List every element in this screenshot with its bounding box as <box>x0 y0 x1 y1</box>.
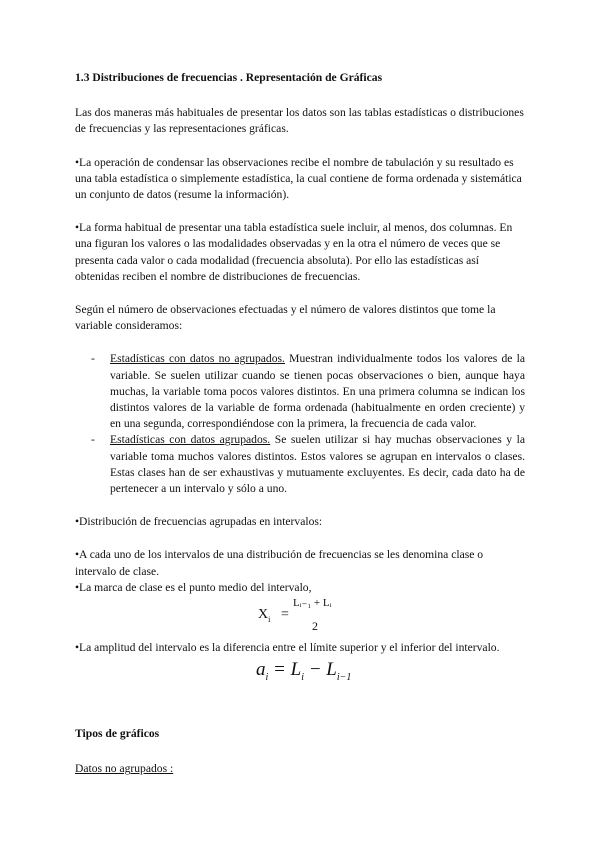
marca-formula <box>75 598 525 634</box>
formula-lhs: $X_i$ <box>258 607 271 624</box>
amplitud-formula <box>75 656 525 692</box>
list-dash: - <box>91 433 95 447</box>
list-dash: - <box>91 352 95 366</box>
formula-denominator: 2 <box>312 619 318 634</box>
amplitud-paragraph: •La amplitud del intervalo es la diferencia entre el límite superior y el inferior del intervalo. <box>75 641 500 655</box>
grouping-list <box>75 351 525 497</box>
section-heading: 1.3 Distribuciones de frecuencias . Representación de Gráficas <box>75 71 383 84</box>
clase-paragraph: •A cada uno de los intervalos de una distribución de frecuencias se les denomina clase o intervalo de clase. <box>75 548 484 578</box>
list-item-no-agrupados <box>75 351 525 432</box>
tabulacion-paragraph: •La operación de condensar las observaciones recibe el nombre de tabulación y su resultado es una tabla estadística o simplemente estadística, la cual contiene de forma ordenada y sistemática un conjunto de datos (resume la información). <box>75 155 522 202</box>
datos-no-agrupados-label: Datos no agrupados : <box>75 762 174 776</box>
list-item-agrupados <box>75 432 525 497</box>
amplitud-expression: $a_i = L_i - L_{i-1}$ <box>256 659 352 684</box>
formula-equals: = <box>281 607 289 623</box>
intro-paragraph: Las dos maneras más habituales de presentar los datos son las tablas estadísticas o distribuciones de frecuencias y las representaciones gráficas. <box>75 106 524 136</box>
term-no-agrupados: Estadísticas con datos no agrupados. <box>110 352 285 366</box>
text-agrupados: Se suelen utilizar si hay muchas observaciones y la variable toma muchos valores distintos. Estos valores se agrupan en intervalos o clases. Estas clases han de ser exhaustivas y mutuamente excluyentes. Es decir, cada dato ha de pertenecer a un intervalo y sólo a uno. <box>110 433 525 496</box>
marca-paragraph: •La marca de clase es el punto medio del intervalo, <box>75 580 312 594</box>
tipos-graficos-heading: Tipos de gráficos <box>75 727 160 741</box>
segun-paragraph: Según el número de observaciones efectuadas y el número de valores distintos que tome la variable consideramos: <box>75 303 496 333</box>
columnas-paragraph: •La forma habitual de presentar una tabla estadística suele incluir, al menos, dos columnas. En una figuran los valores o las modalidades observadas y en la otra el número de veces que se presenta cada valor o cada modalidad (frecuencia absoluta). Por ello las estadísticas así obtenidas reciben el nombre de distribuciones de frecuencias. <box>75 221 513 283</box>
formula-numerator: Lᵢ₋₁ + Lᵢ <box>293 597 332 610</box>
text-no-agrupados: Muestran individualmente todos los valores de la variable. Se suelen utilizar cuando se tienen pocas observaciones o bien, aunque haya muchas, la variable toma pocos valores distintos. En una primera columna se indican los distintos valores de la variable de forma ordenada (habitualmente en orden creciente) y en una segunda, correspondiéndose con la primera, la frecuencia de cada valor. <box>110 352 525 431</box>
term-agrupados: Estadísticas con datos agrupados. <box>110 433 271 447</box>
agrupadas-paragraph: •Distribución de frecuencias agrupadas en intervalos: <box>75 515 323 529</box>
